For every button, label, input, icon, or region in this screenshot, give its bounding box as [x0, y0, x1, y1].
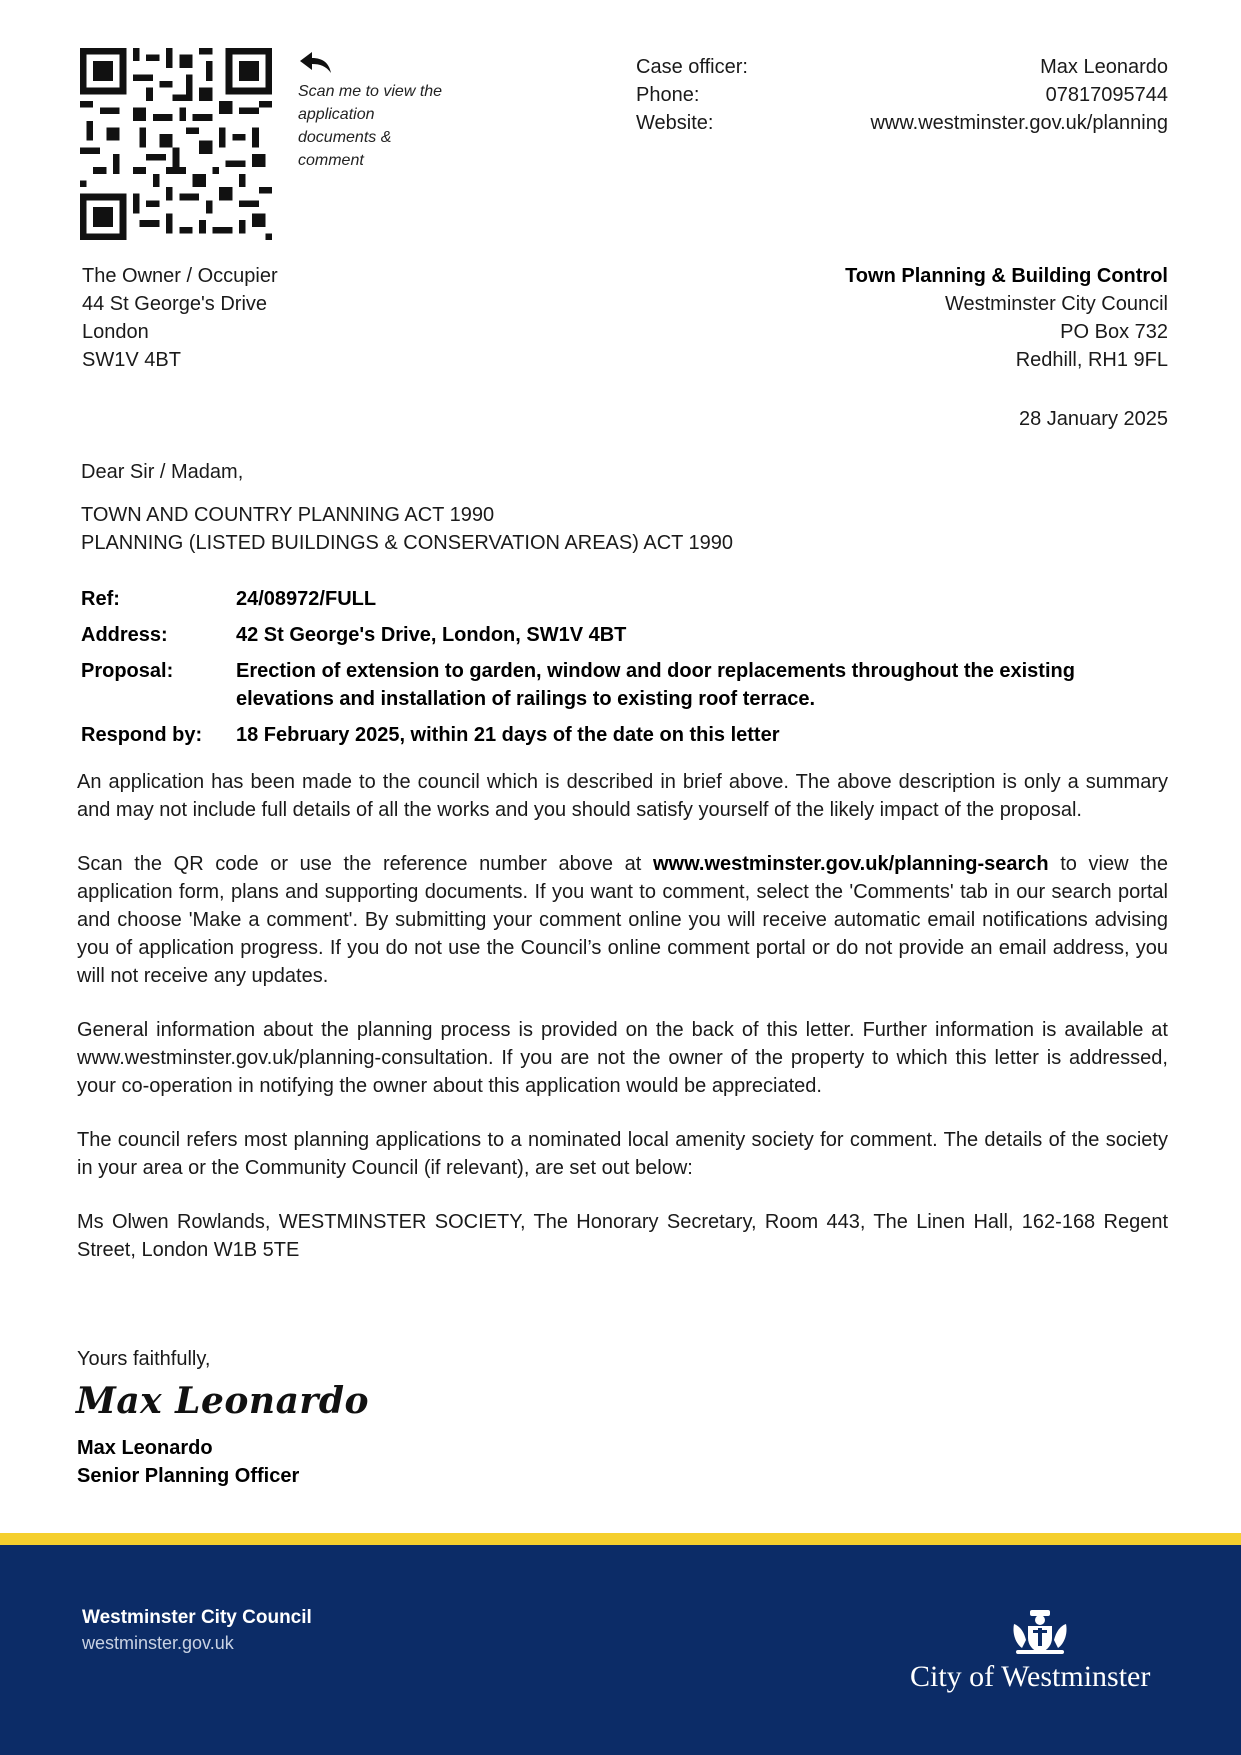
recipient-line: The Owner / Occupier — [82, 265, 278, 287]
proposal-row — [81, 657, 1168, 713]
phone-label: Phone: — [636, 84, 700, 106]
body-text: to view the application form, plans and supporting documents. If you want to comment, select the 'Comments' tab in our search portal and choose 'Make a comment'. By submitting your comment online you will receive automatic email notifications advising you of application progress. If you do not use the Council’s online comment portal or do not provide an email address, you will not receive any updates. — [77, 853, 1168, 987]
act-line: TOWN AND COUNTRY PLANNING ACT 1990 — [81, 504, 495, 526]
qr-code[interactable] — [80, 48, 272, 240]
respond-by-row — [81, 721, 1168, 749]
letter-body — [77, 768, 1168, 1290]
sender-org: Westminster City Council — [944, 293, 1168, 315]
recipient-line: SW1V 4BT — [82, 349, 181, 371]
sender-town: Redhill, RH1 9FL — [1015, 349, 1168, 371]
phone-value[interactable]: 07817095744 — [1045, 84, 1168, 106]
recipient-address — [82, 262, 278, 374]
sender-address — [845, 262, 1168, 374]
case-officer-label: Case officer: — [636, 56, 748, 78]
ref-label: Ref: — [81, 588, 120, 610]
crest-icon — [1006, 1608, 1074, 1656]
case-officer-row — [636, 53, 1168, 81]
website-label: Website: — [636, 112, 714, 134]
signer-name: Max Leonardo — [77, 1437, 213, 1459]
body-paragraph: Ms Olwen Rowlands, WESTMINSTER SOCIETY, The Honorary Secretary, Room 443, The Linen Hall, 162-168 Regent Street, London W1B 5TE — [77, 1211, 1168, 1261]
body-text: Scan the QR code or use the reference number above at — [77, 853, 653, 875]
recipient-line: London — [82, 321, 149, 343]
proposal-value: Erection of extension to garden, window and door replacements throughout the existing elevations and installation of railings to existing roof terrace. — [236, 660, 1075, 710]
contact-block — [636, 53, 1168, 137]
body-paragraph: General information about the planning process is provided on the back of this letter. Further information is available at www.westminster.gov.uk/planning-consultation. If you are not the owner of the property to which this letter is addressed, your co-operation in notifying the owner about this application would be appreciated. — [77, 1019, 1168, 1097]
signature: Max Leonardo — [76, 1380, 370, 1422]
signer-block — [77, 1434, 299, 1490]
legislation-heading — [81, 501, 733, 557]
closing: Yours faithfully, — [77, 1348, 211, 1370]
sender-po-box: PO Box 732 — [1060, 321, 1168, 343]
address-row — [81, 621, 1168, 649]
body-paragraph: An application has been made to the council which is described in brief above. The above description is only a summary and may not include full details of all the works and you should satisfy yourself of the likely impact of the proposal. — [77, 771, 1168, 821]
recipient-line: 44 St George's Drive — [82, 293, 268, 315]
footer-city-wordmark: City of Westminster — [910, 1660, 1151, 1693]
salutation: Dear Sir / Madam, — [81, 461, 244, 483]
ref-value: 24/08972/FULL — [236, 588, 377, 610]
respond-by-value: 18 February 2025, within 21 days of the date on this letter — [236, 724, 780, 746]
sender-department: Town Planning & Building Control — [845, 265, 1168, 287]
body-paragraph — [77, 850, 1168, 990]
act-line: PLANNING (LISTED BUILDINGS & CONSERVATION AREAS) ACT 1990 — [81, 532, 734, 554]
address-label: Address: — [81, 624, 168, 646]
case-officer-value: Max Leonardo — [1040, 56, 1168, 78]
website-link[interactable]: www.westminster.gov.uk/planning — [870, 112, 1168, 134]
letter-date: 28 January 2025 — [1018, 408, 1168, 430]
planning-search-link[interactable]: www.westminster.gov.uk/planning-search — [652, 853, 1049, 875]
body-paragraph: The council refers most planning applications to a nominated local amenity society for comment. The details of the society in your area or the Community Council (if relevant), are set out below: — [77, 1129, 1168, 1179]
reply-arrow-icon — [298, 50, 334, 76]
signer-title: Senior Planning Officer — [77, 1465, 300, 1487]
phone-row — [636, 81, 1168, 109]
ref-row — [81, 585, 1168, 613]
website-row — [636, 109, 1168, 137]
footer-stripe — [0, 1533, 1241, 1545]
application-details — [81, 585, 1168, 757]
address-value: 42 St George's Drive, London, SW1V 4BT — [236, 624, 627, 646]
footer-website[interactable]: westminster.gov.uk — [82, 1633, 234, 1653]
respond-by-label: Respond by: — [81, 724, 203, 746]
footer-org-name: Westminster City Council — [82, 1607, 312, 1628]
qr-scan-note: Scan me to view the application documents & comment — [298, 83, 443, 169]
proposal-label: Proposal: — [81, 660, 174, 682]
